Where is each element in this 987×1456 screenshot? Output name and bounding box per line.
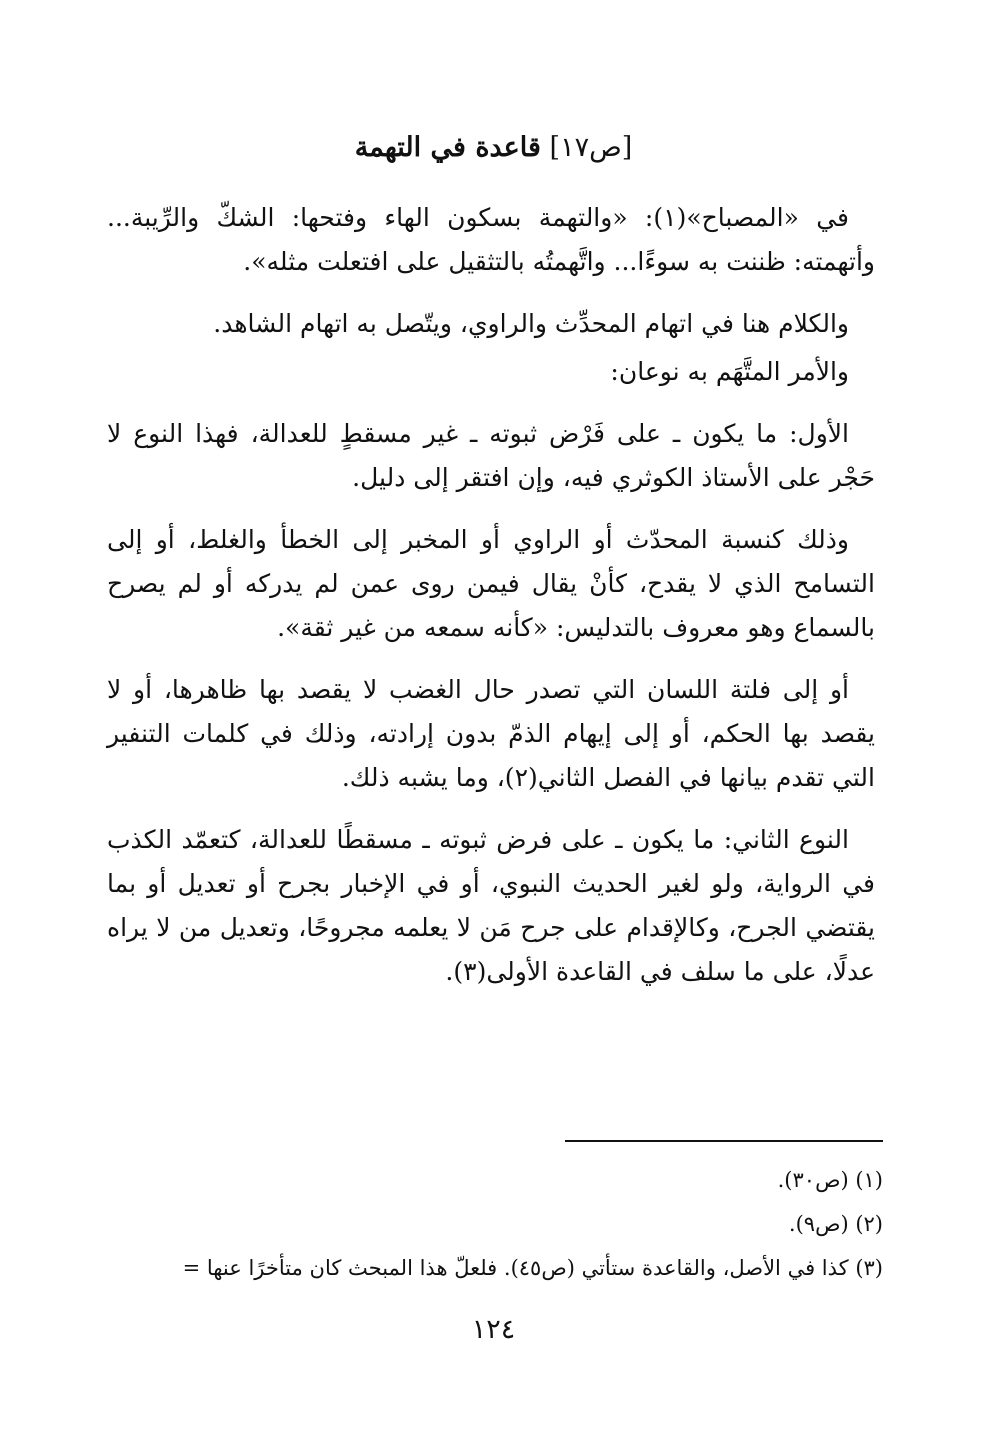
footnote-2: (٢) (ص٩). bbox=[788, 1212, 883, 1236]
page-number: ١٢٤ bbox=[471, 1314, 516, 1345]
footnotes bbox=[93, 1158, 883, 1290]
paragraph-first-type-more: أو إلى فلتة اللسان التي تصدر حال الغضب لا يقصد بها ظاهرها، أو لا يقصد بها الحكم، أو إلى إيهام الذمّ بدون إرادته، وذلك في كلمات التنفير التي تقدم بيانها في الفصل الثاني(٢)، وما يشبه ذلك. bbox=[107, 675, 875, 792]
section-heading bbox=[0, 128, 987, 168]
paragraph-scope: والكلام هنا في اتهام المحدِّث والراوي، ويتّصل به اتهام الشاهد. bbox=[213, 309, 849, 338]
paragraph-types-intro: والأمر المتَّهَم به نوعان: bbox=[610, 357, 849, 386]
main-text bbox=[107, 196, 875, 1012]
paragraph-first-type: الأول: ما يكون ـ على فَرْض ثبوته ـ غير مسقطٍ للعدالة، فهذا النوع لا حَجْر على الأستاذ الكوثري فيه، وإن افتقر إلى دليل. bbox=[107, 419, 875, 492]
section-title: قاعدة في التهمة bbox=[354, 132, 541, 163]
footnote-3: (٣) كذا في الأصل، والقاعدة ستأتي (ص٤٥). فلعلّ هذا المبحث كان متأخرًا عنها = bbox=[182, 1256, 883, 1280]
page-reference: [ص١٧] bbox=[549, 132, 633, 163]
paragraph-definition: في «المصباح»(١): «والتهمة بسكون الهاء وفتحها: الشكّ والرِّيبة... وأتهمته: ظننت به سوءًا... واتَّهمتُه بالتثقيل على افتعلت مثله». bbox=[107, 203, 875, 276]
paragraph-first-type-examples: وذلك كنسبة المحدّث أو الراوي أو المخبر إلى الخطأ والغلط، أو إلى التسامح الذي لا يقدح، كأنْ يقال فيمن روى عمن لم يدركه أو لم يصرح بالسماع وهو معروف بالتدليس: «كأنه سمعه من غير ثقة». bbox=[107, 525, 875, 642]
paragraph-second-type: النوع الثاني: ما يكون ـ على فرض ثبوته ـ مسقطًا للعدالة، كتعمّد الكذب في الرواية، ولو لغير الحديث النبوي، أو في الإخبار بجرح أو تعديل أو بما يقتضي الجرح، وكالإقدام على جرح مَن لا يعلمه مجروحًا، وتعديل من لا يراه عدلًا، على ما سلف في القاعدة الأولى(٣). bbox=[107, 825, 875, 986]
footnote-1: (١) (ص٣٠). bbox=[777, 1168, 883, 1192]
footnote-separator bbox=[565, 1140, 883, 1142]
